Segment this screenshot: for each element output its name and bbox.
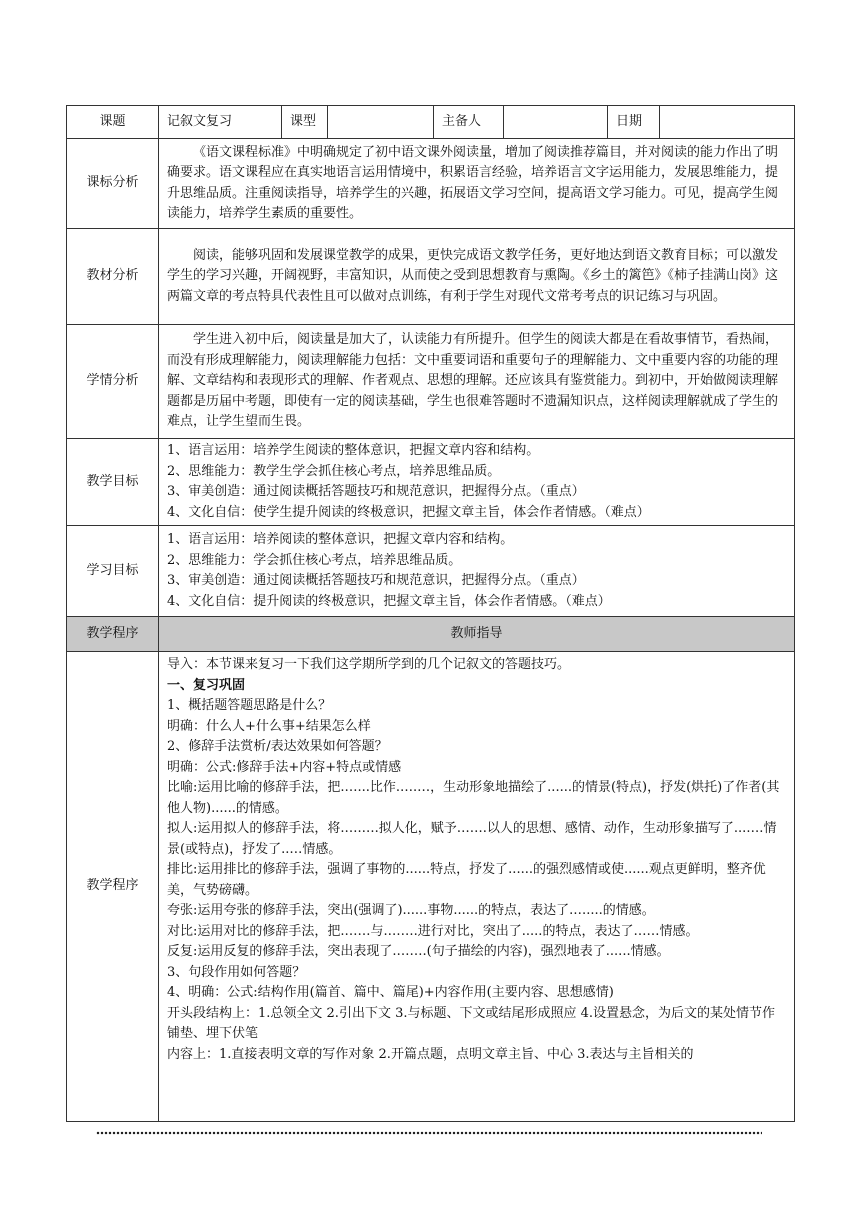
preparer-label: 主备人 (434, 106, 504, 139)
lesson-plan-table (66, 105, 795, 1122)
procedure-line: 夸张:运用夸张的修辞手法，突出(强调了)......事物......的特点，表达了.…....的情感。 (167, 903, 655, 918)
standard-row (67, 139, 795, 229)
material-label: 教材分析 (67, 229, 159, 325)
header-row (67, 106, 795, 139)
procedure-line: 排比:运用排比的修辞手法，强调了事物的......特点，抒发了......的强烈感情或使......观点更鲜明，整齐优美，气势磅礴。 (167, 862, 766, 898)
teaching-goal-item: 4、文化自信：使学生提升阅读的终极意识，把握文章主旨，体会作者情感。（难点） (167, 504, 650, 520)
learning-goal-item: 1、语言运用：培养阅读的整体意识，把握文章内容和结构。 (167, 532, 514, 547)
topic-value: 记叙文复习 (159, 106, 282, 139)
learning-goals-list (159, 526, 795, 617)
date-value (660, 106, 795, 139)
procedure-header-left: 教学程序 (67, 617, 159, 652)
type-label: 课型 (282, 106, 328, 139)
material-text: 阅读，能够巩固和发展课堂教学的成果，更快完成语文教学任务，更好地达到语文教育目标；可以激发学生的学习兴趣，开阔视野，丰富知识，从而使之受到思想教育与熏陶。《乡土的篱笆》《柿子挂满山岗》这两篇文章的考点特具代表性且可以做对点训练，有利于学生对现代文常考考点的识记练习与巩固。 (159, 229, 795, 325)
teaching-goal-item: 1、语言运用：培养学生阅读的整体意识，把握文章内容和结构。 (167, 443, 540, 458)
preparer-value (504, 106, 608, 139)
page-break-dotted-line (96, 1130, 762, 1136)
procedure-header-right: 教师指导 (159, 617, 795, 652)
procedure-line: 明确：公式:修辞手法+内容+特点或情感 (167, 759, 402, 775)
teaching-goals-list (159, 439, 795, 526)
standard-label: 课标分析 (67, 139, 159, 229)
procedure-line: 反复:运用反复的修辞手法，突出表现了.…….(句子描绘的内容)，强烈地表了......情感。 (167, 944, 670, 959)
teaching-goal-item: 2、思维能力：教学生学会抓住核心考点，培养思维品质。 (167, 463, 501, 479)
procedure-line: 3、句段作用如何答题？ (167, 964, 306, 980)
teaching-goals-label: 教学目标 (67, 439, 159, 526)
students-row (67, 325, 795, 439)
procedure-label: 教学程序 (67, 652, 159, 1122)
students-text: 学生进入初中后，阅读量是加大了，认读能力有所提升。但学生的阅读大都是在看故事情节，看热闹，而没有形成理解能力，阅读理解能力包括：文中重要词语和重要句子的理解能力、文中重要内容的功能的理解、文章结构和表现形式的理解、作者观点、思想的理解。还应该具有鉴赏能力。到初中，开始做阅读理解题都是历届中考题，即使有一定的阅读基础，学生也很难答题时不遗漏知识点，这样阅读理解就成了学生的难点，让学生望而生畏。 (159, 325, 795, 439)
procedure-line: 开头段结构上：1.总领全文 2.引出下文 3.与标题、下文或结尾形成照应 4.设置悬念，为后文的某处情节作铺垫、埋下伏笔 (167, 1005, 776, 1041)
procedure-line: 对比:运用对比的修辞手法，把.……与.…….进行对比，突出了.....的特点，表达了……情感。 (167, 923, 699, 939)
learning-goals-row (67, 526, 795, 617)
procedure-header-row (67, 617, 795, 652)
students-label: 学情分析 (67, 325, 159, 439)
type-value (328, 106, 434, 139)
learning-goal-item: 2、思维能力：学会抓住核心考点，培养思维品质。 (167, 552, 462, 568)
procedure-row (67, 652, 795, 1122)
date-label: 日期 (608, 106, 660, 139)
material-row (67, 229, 795, 325)
procedure-line: 2、修辞手法赏析/表达效果如何答题？ (167, 739, 388, 754)
section-heading: 一、复习巩固 (167, 677, 246, 693)
standard-text: 《语文课程标准》中明确规定了初中语文课外阅读量，增加了阅读推荐篇目，并对阅读的能力作出了明确要求。语文课程应在真实地语言运用情境中，积累语言经验，培养语言文字运用能力，发展思维能力，提升思维品质。注重阅读指导，培养学生的兴趣，拓展语文学习空间，提高语文学习能力。可见，提高学生阅读能力，培养学生素质的重要性。 (159, 139, 795, 229)
procedure-line: 比喻:运用比喻的修辞手法，把.…...比作.….…，生动形象地描绘了......的情景(特点)，抒发(烘托)了作者(其他人物)......的情感。 (167, 780, 780, 816)
topic-label: 课题 (67, 106, 159, 139)
learning-goal-item: 4、文化自信：提升阅读的终极意识，把握文章主旨，体会作者情感。（难点） (167, 593, 611, 609)
procedure-line: 明确：什么人+什么事+结果怎么样 (167, 718, 371, 734)
teaching-goals-row (67, 439, 795, 526)
procedure-line: 4、明确：公式:结构作用(篇首、篇中、篇尾)+内容作用(主要内容、思想感情) (167, 985, 614, 1000)
procedure-content (159, 652, 795, 1122)
procedure-line: 导入：本节课来复习一下我们这学期所学到的几个记叙文的答题技巧。 (167, 657, 571, 672)
teaching-goal-item: 3、审美创造：通过阅读概括答题技巧和规范意识，把握得分点。（重点） (167, 484, 585, 499)
procedure-line: 内容上：1.直接表明文章的写作对象 2.开篇点题，点明文章主旨、中心 3.表达与主旨相关的 (167, 1046, 694, 1062)
learning-goals-label: 学习目标 (67, 526, 159, 617)
procedure-line: 拟人:运用拟人的修辞手法，将.….….拟人化，赋予…….以人的思想、感情、动作，生动形象描写了...….情景(或特点)，抒发了..…情感。 (167, 821, 777, 857)
procedure-line: 1、概括题答题思路是什么？ (167, 698, 332, 713)
learning-goal-item: 3、审美创造：通过阅读概括答题技巧和规范意识，把握得分点。（重点） (167, 573, 585, 588)
